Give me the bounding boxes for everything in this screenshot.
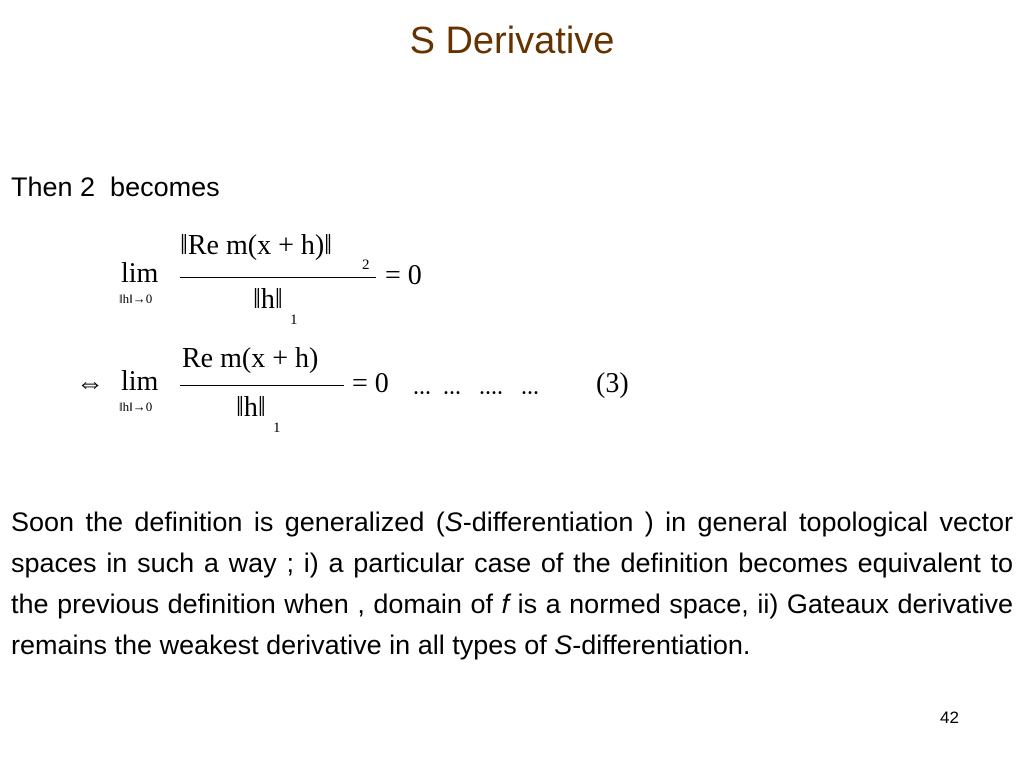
- paragraph-text-4: -differentiation.: [572, 630, 751, 660]
- paragraph-f-italic: f: [501, 589, 510, 619]
- eq1-rhs: = 0: [385, 260, 422, 291]
- eq2-numerator: Re m(x + h): [182, 343, 319, 374]
- eq2-denominator-norm-index: 1: [273, 420, 281, 436]
- eq1-numerator: ‖Re m(x + h)‖: [180, 230, 333, 261]
- eq2-fraction-bar: [180, 385, 344, 386]
- equivalence-symbol: ⇔: [76, 368, 104, 399]
- paragraph-text-3: is a normed space, ii) Gateaux derivative remains the weakest derivative in all types of: [11, 589, 1013, 660]
- eq1-denominator-norm-index: 1: [290, 312, 298, 328]
- eq2-lim-subscript: ‖h‖→0: [119, 399, 153, 414]
- page-number: 42: [940, 708, 959, 727]
- intro-text: Then 2 becomes: [11, 172, 220, 202]
- eq1-lim-subscript: ‖h‖→0: [119, 291, 153, 306]
- eq1-denominator: ‖h‖: [253, 284, 283, 315]
- paragraph-s-italic-1: S: [444, 507, 463, 537]
- eq2-dots: ... ... .... ...: [413, 374, 539, 400]
- equation-label: (3): [596, 368, 629, 399]
- eq1-numerator-norm-index: 2: [362, 257, 370, 273]
- eq2-rhs: = 0: [352, 368, 389, 399]
- eq2-lim: lim: [121, 366, 159, 397]
- paragraph-s-italic-2: S: [554, 630, 573, 660]
- body-paragraph: [11, 502, 1013, 666]
- eq1-fraction-bar: [180, 277, 376, 278]
- eq2-denominator: ‖h‖: [236, 392, 266, 423]
- slide-title: S Derivative: [409, 20, 615, 62]
- paragraph-text-1: Soon the definition is generalized (: [11, 507, 445, 537]
- eq1-lim: lim: [121, 258, 159, 289]
- paragraph-text-2: -differentiation ) in general topological vector spaces in such a way ; i) a particular case of the definition becomes equivalent to the previous definition when , domain of: [11, 507, 1013, 619]
